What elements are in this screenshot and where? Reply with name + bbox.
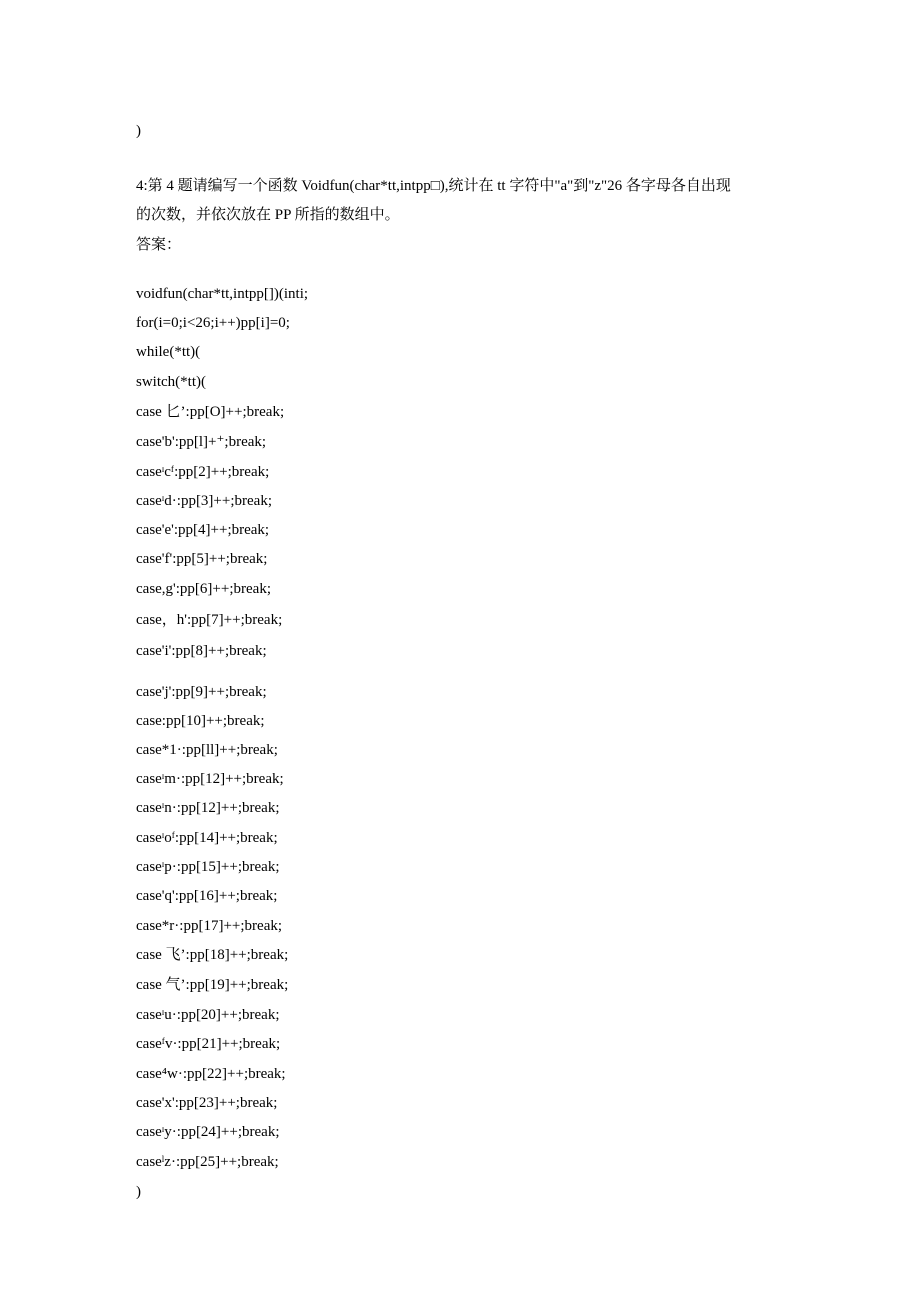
code-line: caseᶦcᶠ:pp[2]++;break; [136, 464, 270, 480]
code-line: case:pp[10]++;break; [136, 713, 265, 729]
code-line: case'j':pp[9]++;break; [136, 684, 267, 700]
code-line: case'x':pp[23]++;break; [136, 1095, 278, 1111]
code-line: case*r·:pp[17]++;break; [136, 918, 283, 934]
question-title-cont: 的次数，并依次放在 PP 所指的数组中。 [136, 207, 400, 223]
code-line: for(i=0;i<26;i++)pp[i]=0; [136, 315, 290, 331]
code-line: case'e':pp[4]++;break; [136, 522, 270, 538]
code-line: caseᶦd·:pp[3]++;break; [136, 493, 272, 509]
code-line: case 匕’:pp[O]++;break; [136, 404, 285, 420]
code-line: while(*tt)( [136, 344, 201, 360]
closing-paren-bottom: ) [136, 1184, 141, 1200]
code-line: caseᶦy·:pp[24]++;break; [136, 1124, 280, 1140]
code-line: case 飞’:pp[18]++;break; [136, 947, 289, 963]
code-line: caseᶦu·:pp[20]++;break; [136, 1007, 280, 1023]
code-line: case'i':pp[8]++;break; [136, 643, 267, 659]
code-line: case'b':pp[l]+⁺;break; [136, 434, 267, 450]
code-line: voidfun(char*tt,intpp[])(inti; [136, 286, 309, 302]
code-line: case,g':pp[6]++;break; [136, 581, 271, 597]
code-line: case，h':pp[7]++;break; [136, 612, 283, 628]
code-line: case 气’:pp[19]++;break; [136, 977, 289, 993]
code-line: caseᶦn·:pp[12]++;break; [136, 800, 280, 816]
code-line: case⁴w·:pp[22]++;break; [136, 1066, 286, 1082]
closing-paren-top: ) [136, 123, 141, 139]
code-line: caseᶦm·:pp[12]++;break; [136, 771, 284, 787]
code-line: switch(*tt)( [136, 374, 206, 390]
code-line: caseᶦp·:pp[15]++;break; [136, 859, 280, 875]
question-title: 4:第 4 题请编写一个函数 Voidfun(char*tt,intpp□),统计在 tt 字符中"a"到"z"26 各字母各自出现 [136, 178, 731, 194]
code-line: caseᶠv·:pp[21]++;break; [136, 1036, 281, 1052]
code-line: caseˡz·:pp[25]++;break; [136, 1154, 279, 1170]
code-line: case'f':pp[5]++;break; [136, 551, 268, 567]
code-line: case'q':pp[16]++;break; [136, 888, 278, 904]
code-line: caseᶦoᶠ:pp[14]++;break; [136, 830, 278, 846]
code-line: case*1·:pp[ll]++;break; [136, 742, 278, 758]
answer-label: 答案： [136, 237, 182, 253]
